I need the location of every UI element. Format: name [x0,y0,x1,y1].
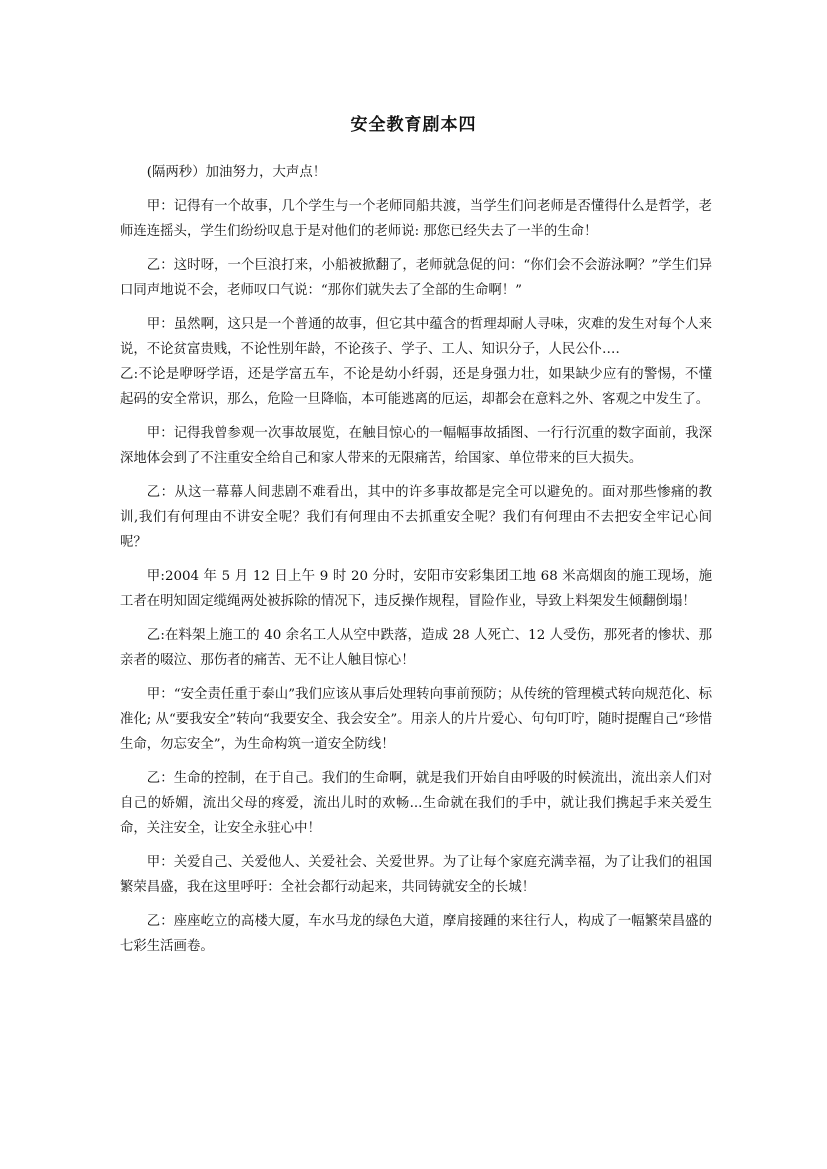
paragraph: 甲：虽然啊，这只是一个普通的故事，但它其中蕴含的哲理却耐人寻味，灾难的发生对每个人来说，不论贫富贵贱，不论性别年龄，不论孩子、学子、工人、知识分子，人民公仆…. [120,317,712,357]
paragraph: (隔两秒）加油努力，大声点！ [146,165,327,180]
paragraph: 甲：记得我曾参观一次事故展览，在触目惊心的一幅幅事故插图、一行行沉重的数字面前，我深深地体会到了不注重安全给自己和家人带来的无限痛苦，给国家、单位带来的巨大损失。 [120,426,712,466]
paragraph: 甲：记得有一个故事，几个学生与一个老师同船共渡，当学生们问老师是否懂得什么是哲学，老师连连摇头，学生们纷纷叹息于是对他们的老师说: 那您已经失去了一半的生命！ [120,199,712,239]
paragraph: 甲:2004 年 5 月 12 日上午 9 时 20 分时，安阳市安彩集团工地 68 米高烟囱的施工现场，施工者在明知固定缆绳两处被拆除的情况下，违反操作规程，冒险作业，导致上料架发生倾翻倒塌！ [120,569,712,609]
paragraph: 甲：关爱自己、关爱他人、关爱社会、关爱世界。为了让每个家庭充满幸福，为了让我们的祖国繁荣昌盛，我在这里呼吁：全社会都行动起来，共同铸就安全的长城！ [120,855,712,895]
paragraph: 乙:在料架上施工的 40 余名工人从空中跌落，造成 28 人死亡、12 人受伤，那死者的惨状、那亲者的啜泣、那伤者的痛苦、无不让人触目惊心！ [120,628,712,668]
document-title: 安全教育剧本四 [350,115,477,135]
paragraph: 乙:不论是咿呀学语，还是学富五车，不论是幼小纤弱，还是身强力壮，如果缺少应有的警惕，不懂起码的安全常识，那么，危险一旦降临，本可能逃离的厄运，却都会在意料之外、客观之中发生了。 [120,367,712,407]
paragraph: 甲：“安全责任重于泰山”我们应该从事后处理转向事前预防；从传统的管理模式转向规范化、标准化; 从“要我安全”转向“我要安全、我会安全”。用亲人的片片爱心、句句叮咛，随时提醒自己“珍惜生命，勿忘安全”，为生命构筑一道安全防线！ [120,687,713,752]
paragraph: 乙：座座屹立的高楼大厦，车水马龙的绿色大道，摩肩接踵的来往行人，构成了一幅繁荣昌盛的七彩生活画卷。 [120,914,712,954]
paragraph: 乙：生命的控制，在于自己。我们的生命啊，就是我们开始自由呼吸的时候流出，流出亲人们对自己的娇媚，流出父母的疼爱，流出儿时的欢畅...生命就在我们的手中，就让我们携起手来关爱生命，关注安全，让安全永驻心中！ [120,771,712,836]
paragraph: 乙：这时呀，一个巨浪打来，小船被掀翻了，老师就急促的问：“你们会不会游泳啊？”学生们异口同声地说不会，老师叹口气说：“那你们就失去了全部的生命啊！” [120,258,712,298]
document-body [120,160,712,968]
paragraph: 乙：从这一幕幕人间悲剧不难看出，其中的许多事故都是完全可以避免的。面对那些惨痛的教训,我们有何理由不讲安全呢？我们有何理由不去抓重安全呢？我们有何理由不去把安全牢记心间呢？ [120,485,712,550]
